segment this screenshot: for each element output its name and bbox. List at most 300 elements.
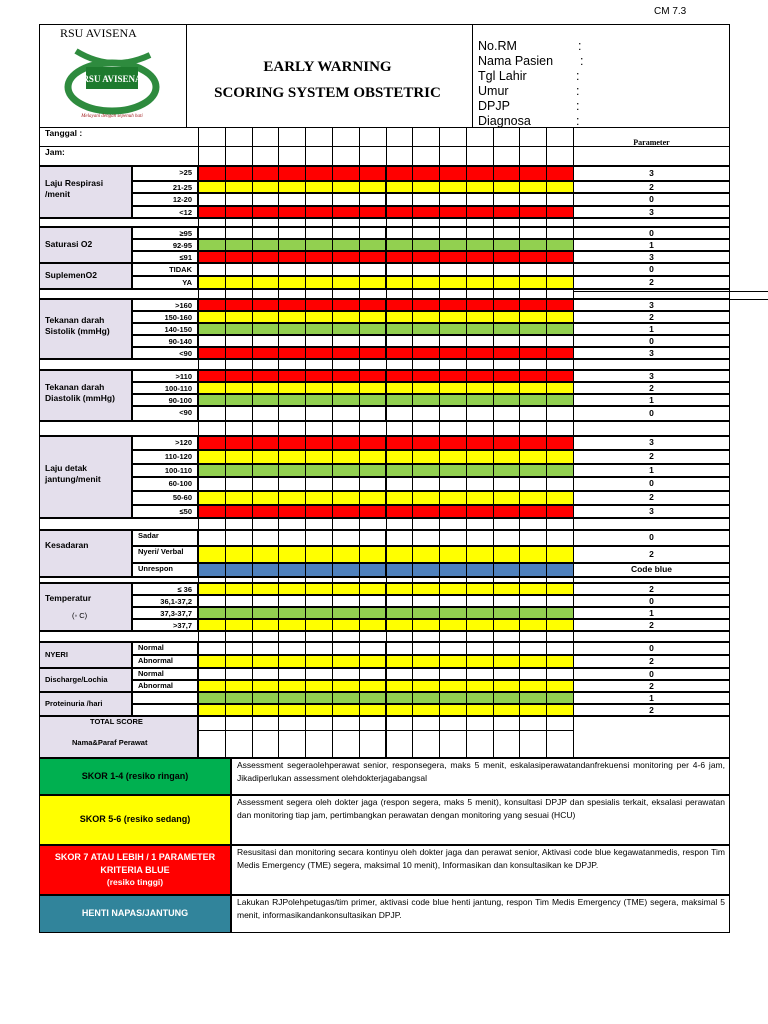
grid-line: [546, 518, 547, 530]
range-label: ≤91: [179, 253, 192, 262]
score-cell: [466, 704, 494, 716]
total-cell: [546, 716, 574, 758]
score-cell: [386, 227, 414, 239]
score-cell: [412, 546, 440, 563]
parameter-score: 3: [649, 167, 654, 178]
score-cell: [519, 563, 547, 577]
score-cell: [198, 311, 226, 323]
grid-line: [252, 421, 253, 436]
score-cell: [252, 530, 280, 546]
parameter-score: 3: [649, 437, 654, 447]
total-cell: [359, 716, 387, 758]
score-cell: [519, 239, 547, 251]
parameter-score: 0: [649, 228, 654, 238]
score-cell: [225, 251, 253, 263]
grid-line: [225, 421, 226, 436]
grid-line: [493, 518, 494, 530]
score-cell: [305, 382, 333, 394]
range-label: 90-100: [168, 396, 192, 405]
score-cell: [252, 335, 280, 347]
grid-line: [439, 421, 440, 436]
grid-line: [386, 128, 387, 166]
score-cell: [359, 607, 387, 619]
score-cell: [412, 239, 440, 251]
score-cell: [519, 595, 547, 607]
score-cell: [278, 382, 306, 394]
score-cell: [439, 382, 467, 394]
score-cell: [252, 394, 280, 406]
score-cell: [278, 505, 306, 518]
score-cell: [466, 655, 494, 668]
score-cell: [386, 193, 414, 206]
score-cell: [493, 181, 521, 193]
score-cell: [332, 251, 360, 263]
score-cell: [386, 450, 414, 464]
score-cell: [439, 335, 467, 347]
score-cell: [519, 276, 547, 289]
parameter-score: 2: [649, 656, 654, 666]
score-cell: [359, 680, 387, 692]
score-cell: [386, 642, 414, 655]
score-cell: [305, 227, 333, 239]
score-cell: [519, 251, 547, 263]
score-cell: [386, 692, 414, 704]
score-cell: [305, 583, 333, 595]
range-label: 36,1-37,2: [160, 597, 192, 606]
score-cell: [466, 680, 494, 692]
score-cell: [412, 406, 440, 421]
score-cell: [466, 436, 494, 450]
score-cell: [386, 239, 414, 251]
score-cell: [439, 370, 467, 382]
parameter-score: 2: [649, 584, 654, 594]
score-cell: [466, 619, 494, 631]
score-cell: [359, 583, 387, 595]
grid-line: [332, 518, 333, 530]
score-cell: [225, 263, 253, 276]
score-cell: [278, 181, 306, 193]
score-cell: [546, 642, 574, 655]
score-cell: [252, 692, 280, 704]
score-cell: [225, 227, 253, 239]
grid-line: [252, 128, 253, 166]
score-cell: [225, 276, 253, 289]
score-cell: [305, 655, 333, 668]
grid-line: [573, 421, 574, 436]
score-cell: [439, 436, 467, 450]
score-cell: [225, 619, 253, 631]
score-cell: [332, 239, 360, 251]
score-cell: [198, 263, 226, 276]
grid-line: [573, 518, 574, 530]
score-cell: [332, 370, 360, 382]
score-cell: [278, 347, 306, 359]
score-cell: [305, 530, 333, 546]
score-cell: [439, 546, 467, 563]
score-cell: [412, 311, 440, 323]
score-cell: [305, 406, 333, 421]
score-cell: [278, 607, 306, 619]
score-cell: [466, 406, 494, 421]
score-cell: [305, 607, 333, 619]
score-cell: [386, 382, 414, 394]
range-label: 12-20: [172, 195, 192, 204]
score-cell: [198, 323, 226, 335]
score-cell: [305, 335, 333, 347]
score-cell: [466, 335, 494, 347]
score-cell: [546, 276, 574, 289]
grid-line: [439, 218, 440, 227]
score-cell: [305, 394, 333, 406]
section-label: Tekanan darah Sistolik (mmHg): [45, 315, 110, 336]
parameter-score: 0: [649, 643, 654, 653]
score-cell: [466, 166, 494, 181]
grid-line: [198, 730, 573, 731]
score-cell: [493, 323, 521, 335]
score-cell: [198, 607, 226, 619]
score-cell: [466, 607, 494, 619]
score-cell: [225, 464, 253, 477]
grid-line: [225, 359, 226, 370]
range-label: >110: [175, 372, 192, 381]
grid-line: [225, 518, 226, 530]
grid-line: [466, 128, 467, 166]
grid-line: [198, 421, 199, 436]
range-label: Abnormal: [138, 656, 174, 665]
score-cell: [493, 436, 521, 450]
parameter-score: 2: [649, 705, 654, 715]
score-cell: [225, 704, 253, 716]
field-diagnosa: Diagnosa: [478, 114, 531, 128]
parameter-score: 2: [649, 492, 654, 502]
score-cell: [198, 450, 226, 464]
grid-line: [466, 359, 467, 370]
range-cell: [132, 692, 198, 704]
section-label: Laju detak jantung/menit: [45, 463, 101, 484]
grid-line: [305, 218, 306, 227]
score-cell: [546, 347, 574, 359]
grid-line: [386, 359, 387, 370]
score-cell: [225, 546, 253, 563]
score-cell: [198, 642, 226, 655]
grid-line: [332, 631, 333, 642]
score-cell: [439, 619, 467, 631]
score-cell: [546, 239, 574, 251]
score-cell: [332, 335, 360, 347]
grid-line: [546, 359, 547, 370]
legend-text: Resusitasi dan monitoring secara kontinyu oleh dokter jaga dan perawat senior, Aktivasi code blue kegawatanmedis, respon Tim Medis Emergency (TME) segera, maksimal 10 menit), Informasikan dan konsultasikan ke DPJP.: [237, 847, 725, 870]
range-label: <90: [179, 349, 192, 358]
score-cell: [305, 704, 333, 716]
range-label: TIDAK: [169, 265, 192, 274]
score-cell: [252, 166, 280, 181]
score-cell: [332, 311, 360, 323]
score-cell: [412, 193, 440, 206]
score-cell: [546, 382, 574, 394]
grid-line: [305, 421, 306, 436]
score-cell: [252, 583, 280, 595]
score-cell: [305, 276, 333, 289]
score-cell: [466, 530, 494, 546]
score-cell: [359, 263, 387, 276]
score-cell: [493, 530, 521, 546]
total-cell: [278, 716, 306, 758]
score-cell: [359, 505, 387, 518]
score-cell: [252, 546, 280, 563]
score-cell: [546, 206, 574, 218]
legend-tag: HENTI NAPAS/JANTUNG: [81, 908, 189, 918]
score-cell: [546, 436, 574, 450]
range-label: 92-95: [172, 241, 192, 250]
score-cell: [386, 370, 414, 382]
score-cell: [198, 239, 226, 251]
grid-line: [278, 218, 279, 227]
grid-line: [412, 289, 413, 299]
score-cell: [359, 655, 387, 668]
score-cell: [278, 477, 306, 491]
score-cell: [466, 263, 494, 276]
score-cell: [252, 370, 280, 382]
range-label: Abnormal: [138, 681, 174, 690]
score-cell: [466, 370, 494, 382]
grid-line: [359, 289, 360, 299]
range-label: Sadar: [138, 531, 159, 540]
score-cell: [519, 619, 547, 631]
score-cell: [466, 227, 494, 239]
range-label: 50-60: [172, 493, 192, 502]
score-cell: [359, 406, 387, 421]
score-cell: [225, 668, 253, 680]
score-cell: [412, 595, 440, 607]
range-label: 140-150: [164, 325, 192, 334]
score-cell: [225, 530, 253, 546]
score-cell: [332, 193, 360, 206]
grid-line: [278, 421, 279, 436]
score-cell: [386, 530, 414, 546]
score-cell: [519, 505, 547, 518]
score-cell: [198, 491, 226, 505]
grid-line: [225, 289, 226, 299]
score-cell: [332, 505, 360, 518]
field-no-rm: No.RM: [478, 39, 517, 53]
score-cell: [198, 436, 226, 450]
score-cell: [386, 206, 414, 218]
score-cell: [412, 276, 440, 289]
score-cell: [305, 464, 333, 477]
score-cell: [493, 619, 521, 631]
score-cell: [252, 477, 280, 491]
score-cell: [493, 477, 521, 491]
score-cell: [519, 394, 547, 406]
score-cell: [225, 206, 253, 218]
legend-tag: SKOR 7 ATAU LEBIH / 1 PARAMETER KRITERIA BLUE: [54, 852, 216, 875]
parameter-score: 1: [649, 324, 654, 334]
score-cell: [493, 394, 521, 406]
score-cell: [386, 311, 414, 323]
score-cell: [412, 181, 440, 193]
grid-line: [225, 128, 226, 166]
grid-line: [546, 289, 547, 299]
score-cell: [386, 546, 414, 563]
score-cell: [466, 464, 494, 477]
range-label: ≤ 36: [177, 585, 192, 594]
score-cell: [386, 563, 414, 577]
score-cell: [412, 619, 440, 631]
score-cell: [439, 692, 467, 704]
score-cell: [412, 692, 440, 704]
range-label: >120: [175, 438, 192, 447]
legend-text: Lakukan RJPolehpetugas/tim primer, aktivasi code blue henti jantung, respon Tim Medis Emergency (TME) segera, maksimal 5 menit, informasikandankonsultasikan DPJP.: [237, 897, 725, 920]
grid-line: [252, 359, 253, 370]
score-cell: [278, 563, 306, 577]
score-cell: [386, 251, 414, 263]
score-cell: [198, 563, 226, 577]
grid-line: [466, 631, 467, 642]
parameter-score: 2: [649, 548, 654, 559]
score-cell: [412, 530, 440, 546]
score-cell: [546, 450, 574, 464]
grid-line: [386, 518, 387, 530]
score-cell: [278, 251, 306, 263]
grid-line: [412, 518, 413, 530]
score-cell: [439, 406, 467, 421]
score-cell: [546, 335, 574, 347]
score-cell: [278, 323, 306, 335]
section-label: Proteinuria /hari: [45, 699, 103, 708]
score-cell: [225, 655, 253, 668]
score-cell: [466, 595, 494, 607]
score-cell: [439, 668, 467, 680]
score-cell: [305, 251, 333, 263]
score-cell: [519, 335, 547, 347]
score-cell: [412, 583, 440, 595]
grid-line: [386, 631, 387, 642]
score-cell: [493, 668, 521, 680]
parameter-score: 0: [649, 532, 654, 542]
score-cell: [412, 299, 440, 311]
grid-line: [198, 359, 199, 370]
score-cell: [332, 382, 360, 394]
score-cell: [278, 642, 306, 655]
grid-line: [493, 218, 494, 227]
score-cell: [466, 692, 494, 704]
score-cell: [252, 704, 280, 716]
document-code: CM 7.3: [654, 6, 687, 17]
score-cell: [305, 477, 333, 491]
score-cell: [439, 607, 467, 619]
score-cell: [198, 181, 226, 193]
score-cell: [439, 206, 467, 218]
score-cell: [466, 642, 494, 655]
score-cell: [439, 642, 467, 655]
score-cell: [466, 583, 494, 595]
score-cell: [278, 406, 306, 421]
score-cell: [386, 583, 414, 595]
range-label: 37,3-37,7: [160, 609, 192, 618]
score-cell: [439, 704, 467, 716]
parameter-score: 1: [649, 608, 654, 618]
grid-line: [359, 631, 360, 642]
score-cell: [546, 263, 574, 276]
score-cell: [386, 335, 414, 347]
score-cell: [305, 450, 333, 464]
form-title-line2: SCORING SYSTEM OBSTETRIC: [214, 85, 441, 101]
grid-line: [252, 218, 253, 227]
score-cell: [466, 563, 494, 577]
grid-line: [225, 218, 226, 227]
grid-line: [466, 421, 467, 436]
grid-line: [493, 421, 494, 436]
score-cell: [412, 704, 440, 716]
score-cell: [412, 680, 440, 692]
score-cell: [198, 382, 226, 394]
score-cell: [252, 251, 280, 263]
score-cell: [546, 619, 574, 631]
score-cell: [198, 668, 226, 680]
score-cell: [519, 546, 547, 563]
score-cell: [252, 563, 280, 577]
score-cell: [252, 505, 280, 518]
score-cell: [493, 655, 521, 668]
grid-line: [198, 128, 199, 166]
score-cell: [278, 166, 306, 181]
grid-line: [359, 421, 360, 436]
score-cell: [519, 370, 547, 382]
grid-line: [519, 631, 520, 642]
grid-line: [573, 218, 574, 227]
score-cell: [493, 595, 521, 607]
score-cell: [546, 595, 574, 607]
grid-line: [573, 631, 574, 642]
grid-line: [493, 359, 494, 370]
time-label: Jam:: [45, 147, 65, 157]
grid-line: [386, 218, 387, 227]
grid-line: [332, 128, 333, 166]
score-cell: [546, 563, 574, 577]
grid-line: [278, 289, 279, 299]
score-cell: [198, 227, 226, 239]
score-cell: [439, 166, 467, 181]
date-time-block: [39, 128, 730, 166]
score-cell: [386, 491, 414, 505]
score-cell: [278, 276, 306, 289]
section-label: Laju Respirasi /menit: [45, 178, 104, 199]
score-cell: [412, 394, 440, 406]
score-cell: [493, 299, 521, 311]
score-cell: [252, 299, 280, 311]
grid-line: [332, 359, 333, 370]
parameter-score: 0: [649, 336, 654, 346]
parameter-score: 1: [649, 240, 654, 250]
score-cell: [546, 692, 574, 704]
score-cell: [386, 406, 414, 421]
score-cell: [546, 406, 574, 421]
score-cell: [332, 680, 360, 692]
score-cell: [332, 692, 360, 704]
score-cell: [278, 704, 306, 716]
score-cell: [386, 704, 414, 716]
score-cell: [412, 323, 440, 335]
field-dpjp: DPJP: [478, 99, 510, 113]
score-cell: [386, 477, 414, 491]
score-cell: [493, 193, 521, 206]
score-cell: [252, 450, 280, 464]
score-cell: [305, 668, 333, 680]
score-cell: [198, 704, 226, 716]
score-cell: [519, 477, 547, 491]
score-cell: [359, 347, 387, 359]
score-cell: [466, 450, 494, 464]
